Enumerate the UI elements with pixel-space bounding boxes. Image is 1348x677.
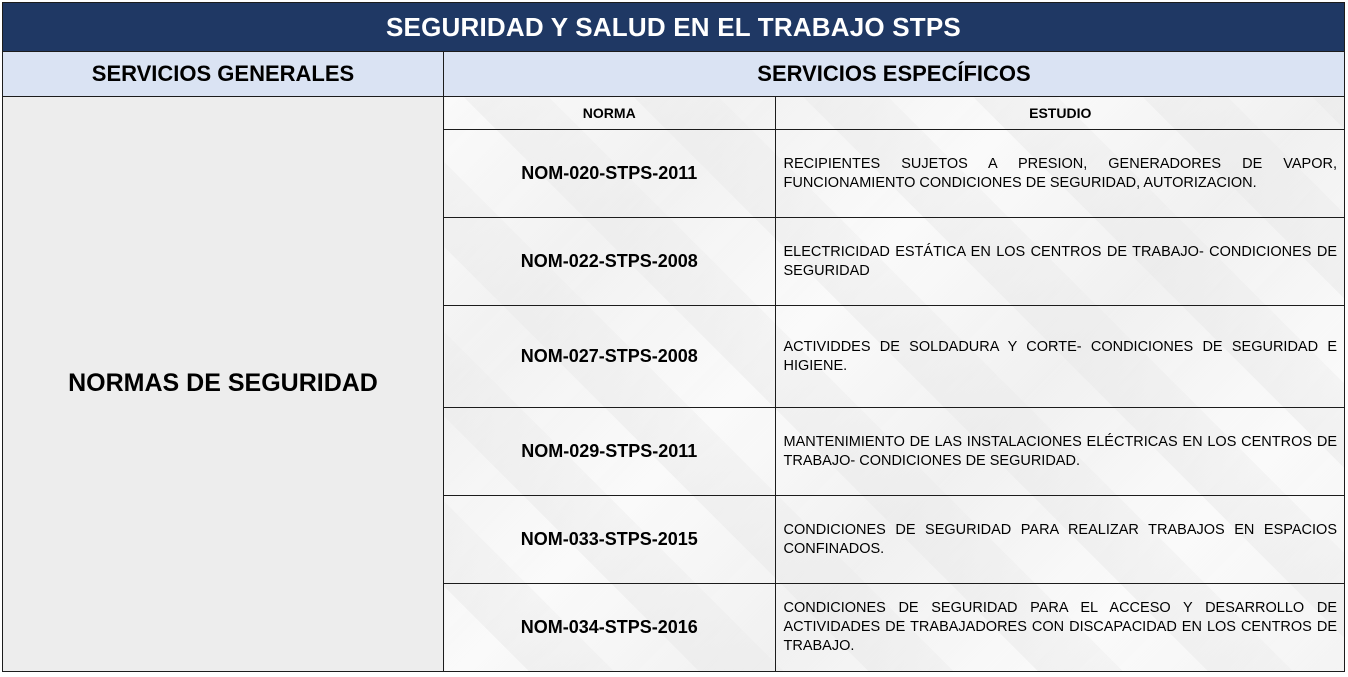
column-header-row [444, 97, 1345, 130]
general-service-label: NORMAS DE SEGURIDAD [68, 369, 378, 398]
estudio-text: CONDICIONES DE SEGURIDAD PARA EL ACCESO Y DESARROLLO DE ACTIVIDADES DE TRABAJADORES CON DISCAPACIDAD EN LOS CENTROS DE TRABAJO. [783, 599, 1337, 654]
header-specific-services: SERVICIOS ESPECÍFICOS [444, 52, 1345, 97]
norma-code: NOM-020-STPS-2011 [444, 130, 775, 218]
estudio-description [775, 584, 1345, 671]
estudio-text: ACTIVIDDES DE SOLDADURA Y CORTE- CONDICIONES DE SEGURIDAD E HIGIENE. [783, 338, 1337, 374]
norma-code: NOM-029-STPS-2011 [444, 408, 775, 496]
estudio-description [775, 496, 1345, 584]
stps-services-table-sheet [2, 2, 1344, 672]
specific-services-cell [444, 97, 1345, 672]
table-row [444, 130, 1345, 218]
table-row [444, 306, 1345, 408]
table-row [444, 496, 1345, 584]
column-header-estudio: ESTUDIO [775, 97, 1345, 130]
column-header-norma: NORMA [444, 97, 775, 130]
estudio-text: MANTENIMIENTO DE LAS INSTALACIONES ELÉCTRICAS EN LOS CENTROS DE TRABAJO- CONDICIONES DE SEGURIDAD. [783, 433, 1337, 469]
norma-code: NOM-033-STPS-2015 [444, 496, 775, 584]
estudio-text: CONDICIONES DE SEGURIDAD PARA REALIZAR TRABAJOS EN ESPACIOS CONFINADOS. [783, 521, 1337, 557]
table-row [444, 584, 1345, 671]
estudio-description [775, 306, 1345, 408]
table-title: SEGURIDAD Y SALUD EN EL TRABAJO STPS [3, 3, 1345, 52]
header-general-services: SERVICIOS GENERALES [3, 52, 444, 97]
norma-code: NOM-034-STPS-2016 [444, 584, 775, 671]
general-service-cell [3, 97, 444, 672]
norma-code: NOM-022-STPS-2008 [444, 218, 775, 306]
table-row [444, 218, 1345, 306]
norma-code: NOM-027-STPS-2008 [444, 306, 775, 408]
services-table [2, 2, 1345, 672]
estudio-text: ELECTRICIDAD ESTÁTICA EN LOS CENTROS DE TRABAJO- CONDICIONES DE SEGURIDAD [783, 243, 1337, 279]
estudio-description [775, 218, 1345, 306]
estudio-description [775, 130, 1345, 218]
estudio-description [775, 408, 1345, 496]
estudio-text: RECIPIENTES SUJETOS A PRESION, GENERADORES DE VAPOR, FUNCIONAMIENTO CONDICIONES DE SEGURIDAD, AUTORIZACION. [783, 155, 1337, 191]
specific-services-table [444, 97, 1345, 671]
table-row [444, 408, 1345, 496]
